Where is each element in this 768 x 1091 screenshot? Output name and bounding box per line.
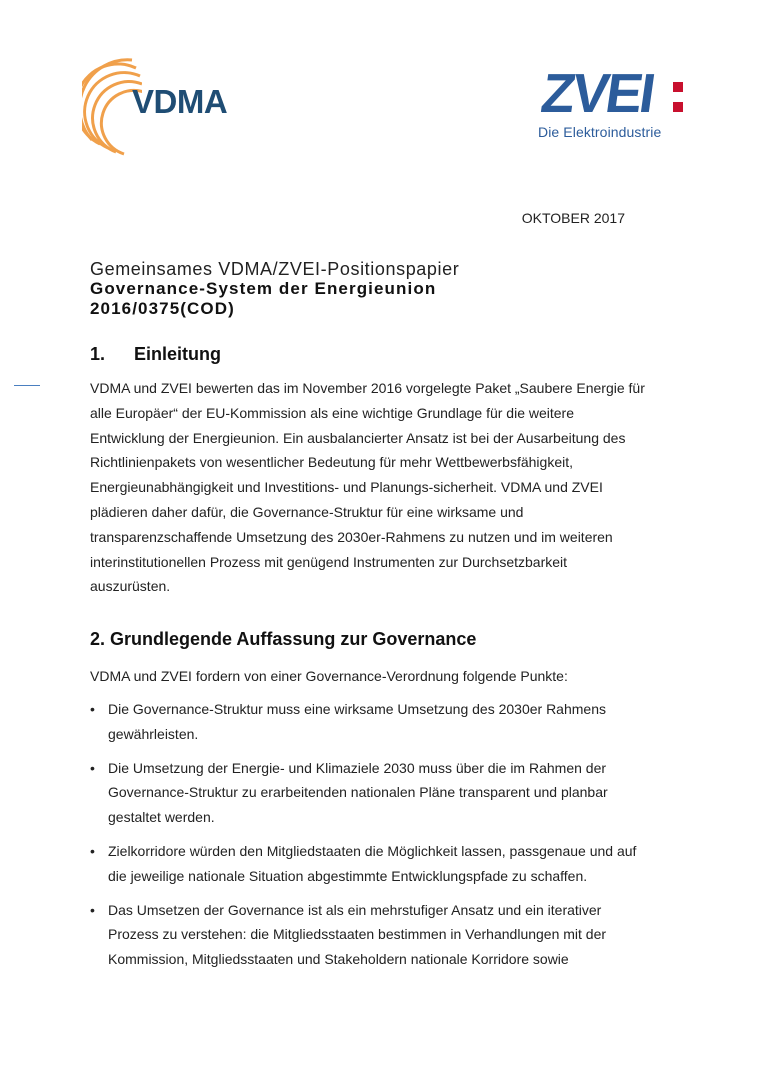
vdma-logo	[82, 50, 252, 160]
document-title-block	[90, 259, 650, 319]
bullet-icon: •	[90, 842, 95, 859]
section2-bullet-list	[90, 697, 650, 981]
section2-heading: 2. Grundlegende Auffassung zur Governance	[90, 629, 477, 649]
list-item: • Zielkorridore würden den Mitgliedstaaten die Möglichkeit lassen, passgenaue und auf die jeweilige nationale Situation abgestimmte Entwicklungspfade zu schaffen.	[90, 839, 650, 889]
document-title-line2: Governance-System der Energieunion	[90, 279, 437, 298]
section1-heading-text: Einleitung	[134, 344, 221, 364]
section1-heading	[90, 344, 221, 365]
zvei-logo	[537, 62, 698, 156]
list-item: • Die Governance-Struktur muss eine wirksame Umsetzung des 2030er Rahmens gewährleisten.	[90, 697, 650, 747]
vdma-logo-text: VDMA	[132, 83, 228, 120]
bullet-icon: •	[90, 759, 95, 776]
zvei-logo-text: ZVEI	[537, 62, 657, 124]
section2-intro: VDMA und ZVEI fordern von einer Governance-Verordnung folgende Punkte:	[90, 668, 568, 684]
zvei-colon-icon	[673, 82, 685, 112]
section1-body: VDMA und ZVEI bewerten das im November 2016 vorgelegte Paket „Saubere Energie für alle Europäer“ der EU-Kommission als eine wichtige Grundlage für die weitere Entwicklung der Energieunion. Ein ausbalancierter Ansatz ist bei der Ausarbeitung des Richtlinienpakets von wesentlicher Bedeutung für mehr Wettbewerbsfähigkeit, Energieunabhängigkeit und Investitions- und Planungs-sicherheit. VDMA und ZVEI plädieren daher dafür, die Governance-Struktur für eine wirksame und transparenzschaffende Umsetzung des 2030er-Rahmens zu nutzen und im weiteren interinstitutionellen Prozess mit genügend Instrumenten zur Durchsetzbarkeit auszurüsten.	[90, 380, 645, 595]
document-date: OKTOBER 2017	[521, 210, 625, 226]
margin-marker	[14, 385, 40, 386]
list-item: • Die Umsetzung der Energie- und Klimaziele 2030 muss über die im Rahmen der Governance-Struktur zu erarbeitenden nationalen Pläne transparent und planbar gestaltet werden.	[90, 756, 650, 830]
bullet-icon: •	[90, 701, 95, 717]
zvei-tagline: Die Elektroindustrie	[538, 124, 662, 140]
document-title-line1: Gemeinsames VDMA/ZVEI-Positionspapier	[90, 259, 460, 279]
list-item: • Das Umsetzen der Governance ist als ein mehrstufiger Ansatz und ein iterativer Prozess zu verstehen: die Mitgliedsstaaten bestimmen in Verhandlungen mit der Kommission, Mitgliedsstaaten und Stakeholdern nationale Korridore sowie	[90, 898, 650, 972]
document-title-line3: 2016/0375(COD)	[90, 299, 235, 318]
section1-number: 1.	[90, 344, 106, 364]
bullet-icon: •	[90, 901, 95, 918]
